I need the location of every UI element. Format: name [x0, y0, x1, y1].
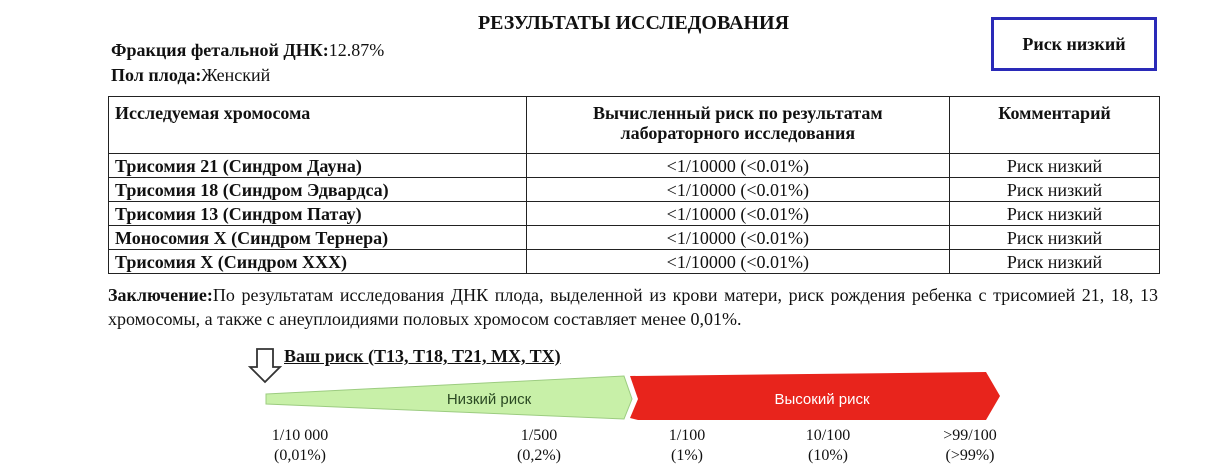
table-row [109, 250, 1160, 274]
fetal-sex-line [111, 65, 270, 86]
table-row [109, 178, 1160, 202]
tick-percent: (>99%) [945, 447, 995, 464]
table-header-row [109, 97, 1160, 154]
conclusion-label: Заключение: [108, 285, 213, 305]
tick-value: 10/100 [805, 427, 851, 444]
header-calculated-risk: Вычисленный риск по результатам лабораторного исследования [526, 97, 950, 154]
page-title: РЕЗУЛЬТАТЫ ИССЛЕДОВАНИЯ [477, 12, 790, 34]
tick-value: 1/500 [520, 427, 558, 444]
header-chromosome: Исследуемая хромосома [109, 97, 527, 154]
row-chromosome: Трисомия X (Синдром XXX) [109, 250, 527, 274]
low-risk-label: Низкий риск [446, 391, 532, 408]
row-comment: Риск низкий [950, 178, 1160, 202]
row-risk: <1/10000 (<0.01%) [526, 178, 950, 202]
conclusion-paragraph [108, 283, 1158, 331]
row-chromosome: Трисомия 21 (Синдром Дауна) [109, 154, 527, 178]
overall-risk-badge: Риск низкий [991, 17, 1157, 71]
row-risk: <1/10000 (<0.01%) [526, 250, 950, 274]
scale-tick [499, 426, 579, 466]
fetal-sex-label: Пол плода: [111, 65, 202, 85]
high-risk-label: Высокий риск [774, 391, 870, 408]
tick-percent: (1%) [671, 447, 703, 464]
tick-percent: (0,2%) [517, 447, 561, 464]
fetal-fraction-label: Фракция фетальной ДНК: [111, 40, 329, 60]
tick-percent: (10%) [808, 447, 848, 464]
row-chromosome: Трисомия 18 (Синдром Эдвардса) [109, 178, 527, 202]
row-risk: <1/10000 (<0.01%) [526, 202, 950, 226]
conclusion-text: По результатам исследования ДНК плода, выделенной из крови матери, риск рождения ребенка с трисомией 21, 18, 13 хромосомы, а также с анеуплоидиями половых хромосом составляет менее 0,01%. [108, 285, 1158, 329]
scale-title: Ваш риск (Т13, Т18, Т21, MX, TX) [284, 346, 561, 366]
scale-tick [928, 426, 1012, 466]
tick-value: 1/10 000 [271, 427, 329, 444]
results-table [108, 96, 1160, 274]
scale-tick [258, 426, 342, 466]
row-chromosome: Моносомия X (Синдром Тернера) [109, 226, 527, 250]
header-comment: Комментарий [950, 97, 1160, 154]
fetal-fraction-value: 12.87% [328, 40, 385, 60]
tick-percent: (0,01%) [274, 447, 326, 464]
scale-tick [788, 426, 868, 466]
tick-value: 1/100 [668, 427, 706, 444]
row-risk: <1/10000 (<0.01%) [526, 226, 950, 250]
row-risk: <1/10000 (<0.01%) [526, 154, 950, 178]
down-arrow-icon [250, 349, 280, 382]
row-comment: Риск низкий [950, 154, 1160, 178]
fetal-sex-value: Женский [201, 65, 271, 85]
row-chromosome: Трисомия 13 (Синдром Патау) [109, 202, 527, 226]
row-comment: Риск низкий [950, 202, 1160, 226]
fetal-fraction-line [111, 40, 384, 61]
row-comment: Риск низкий [950, 226, 1160, 250]
tick-value: >99/100 [943, 427, 997, 444]
table-row [109, 202, 1160, 226]
row-comment: Риск низкий [950, 250, 1160, 274]
table-row [109, 226, 1160, 250]
scale-tick [647, 426, 727, 466]
table-row [109, 154, 1160, 178]
